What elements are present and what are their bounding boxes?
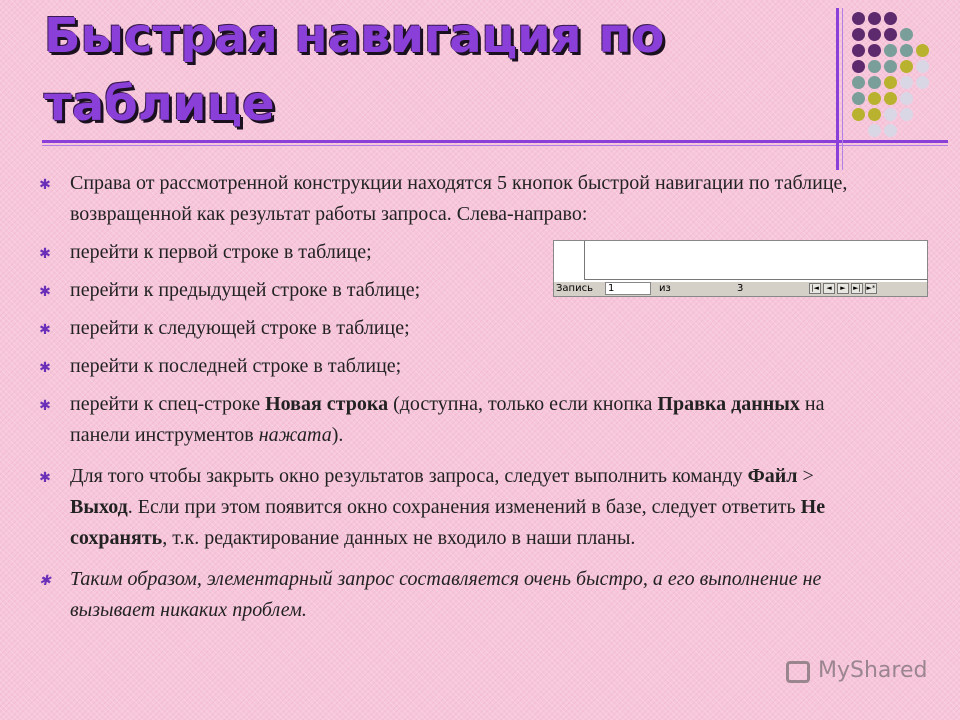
decorative-dot-grid <box>852 12 952 142</box>
pressed-label: нажата <box>258 424 332 446</box>
decorative-dot <box>868 12 881 25</box>
prev-row-text: перейти к предыдущей строке в таблице; <box>70 279 421 301</box>
list-item <box>36 461 870 554</box>
list-item <box>36 351 906 382</box>
decorative-dot <box>868 44 881 57</box>
vertical-divider <box>836 8 839 170</box>
bullet-icon: ✱ <box>39 399 51 414</box>
next-record-button[interactable]: ► <box>837 283 849 294</box>
decorative-dot <box>884 76 897 89</box>
intro-text: Справа от рассмотренной конструкции находятся 5 кнопок быстрой навигации по таблице, возвращенной как результат работы запроса. Слева-направо: <box>70 172 848 225</box>
new-row-label: Новая строка <box>265 393 389 415</box>
close-text: Для того чтобы закрыть окно результатов запроса, следует выполнить команду Файл > Выход. Если при этом появится окно сохранения изменений в базе, следует ответить Не сохранять, т.к. редактирование данных не входило в наши планы. <box>70 465 826 549</box>
decorative-dot <box>884 44 897 57</box>
decorative-dot <box>900 28 913 41</box>
decorative-dot <box>852 44 865 57</box>
decorative-dot <box>852 108 865 121</box>
decorative-dot <box>900 44 913 57</box>
bullet-icon: ✱ <box>39 247 51 262</box>
record-count: 3 <box>737 283 744 294</box>
decorative-dot <box>868 108 881 121</box>
decorative-dot <box>916 60 929 73</box>
bullet-icon: ✱ <box>39 361 51 376</box>
bullet-icon: ✱ <box>39 574 51 589</box>
prev-record-button[interactable]: ◄ <box>823 283 835 294</box>
decorative-dot <box>900 92 913 105</box>
decorative-dot <box>884 12 897 25</box>
decorative-dot <box>884 108 897 121</box>
decorative-dot <box>868 60 881 73</box>
list-item <box>36 389 870 451</box>
decorative-dot <box>900 60 913 73</box>
decorative-dot <box>852 60 865 73</box>
decorative-dot <box>868 92 881 105</box>
edit-data-label: Правка данных <box>657 393 800 415</box>
of-label: из <box>659 283 671 294</box>
first-row-text: перейти к первой строке в таблице; <box>70 241 372 263</box>
decorative-dot <box>852 12 865 25</box>
watermark-logo <box>786 658 946 690</box>
list-item <box>36 564 870 626</box>
record-label: Запись <box>556 283 593 294</box>
last-record-button[interactable]: ►| <box>851 283 863 294</box>
summary-text: Таким образом, элементарный запрос составляется очень быстро, а его выполнение не вызывает никаких проблем. <box>70 568 822 621</box>
next-row-text: перейти к следующей строке в таблице; <box>70 317 410 339</box>
decorative-dot <box>852 28 865 41</box>
first-record-button[interactable]: |◄ <box>809 283 821 294</box>
newrow-text: перейти к спец-строке Новая строка (доступна, только если кнопка Правка данных на панели инструментов нажата). <box>70 393 825 446</box>
decorative-dot <box>916 76 929 89</box>
decorative-dot <box>916 44 929 57</box>
decorative-dot <box>868 124 881 137</box>
last-row-text: перейти к последней строке в таблице; <box>70 355 402 377</box>
vertical-divider-thin <box>842 8 843 170</box>
presentation-icon <box>786 661 810 683</box>
decorative-dot <box>868 28 881 41</box>
new-record-button[interactable]: ►* <box>866 284 876 292</box>
decorative-dot <box>884 92 897 105</box>
record-navigator <box>554 282 927 296</box>
decorative-dot <box>884 124 897 137</box>
watermark-text: MyShared <box>818 658 928 683</box>
exit-menu-label: Выход <box>70 496 128 518</box>
navigation-screenshot <box>553 240 928 297</box>
bullet-icon: ✱ <box>39 285 51 300</box>
bullet-icon: ✱ <box>39 323 51 338</box>
title-divider-thin <box>42 145 948 146</box>
record-number-field[interactable]: 1 <box>605 282 651 295</box>
title-divider <box>42 140 948 143</box>
bullet-icon: ✱ <box>39 471 51 486</box>
slide-body <box>36 168 906 626</box>
decorative-dot <box>852 76 865 89</box>
list-item <box>36 168 870 230</box>
page-title: Быстрая навигация по таблице <box>44 8 665 132</box>
dont-save-label: Не сохранять <box>70 496 826 549</box>
decorative-dot <box>900 76 913 89</box>
decorative-dot <box>884 28 897 41</box>
decorative-dot <box>900 108 913 121</box>
decorative-dot <box>852 92 865 105</box>
list-item <box>36 313 906 344</box>
decorative-dot <box>884 60 897 73</box>
file-menu-label: Файл <box>747 465 798 487</box>
bullet-icon: ✱ <box>39 178 51 193</box>
decorative-dot <box>868 76 881 89</box>
